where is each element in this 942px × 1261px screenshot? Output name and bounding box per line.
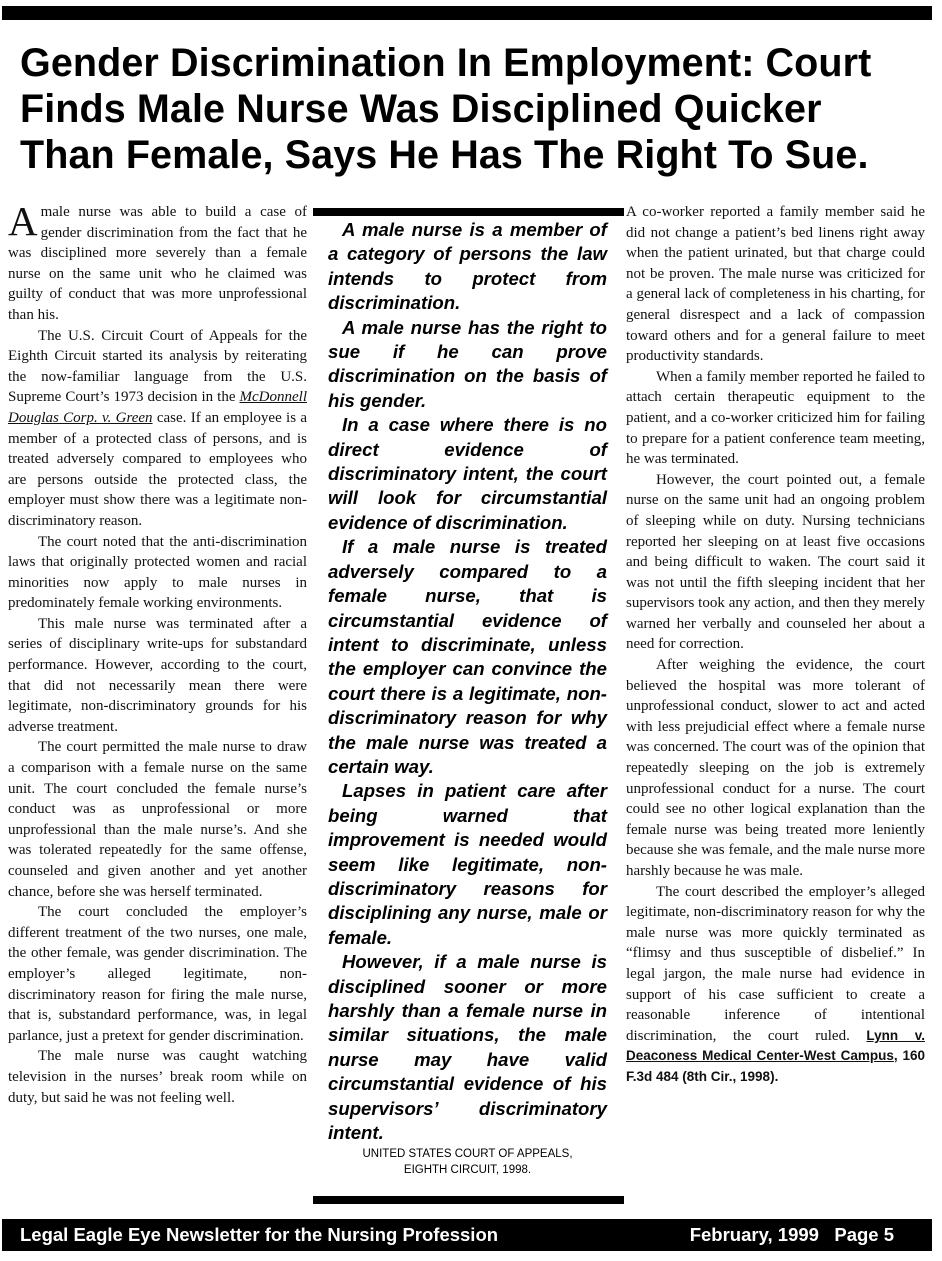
paragraph-text: The U.S. Circuit Court of Appeals for the Eighth Circuit started its analysis by reiterating the now-familiar language from the U.S. Supreme Court’s 1973 decision in the xyxy=(8,327,307,406)
paragraph: The court concluded the employer’s different treatment of the two nurses, one male, the other female, was gender discrimination. The employer’s alleged legitimate, non-discriminatory reason for firing the male nurse, that is, substandard performance, was, in legal parlance, just a pretext for gender discrimination. xyxy=(8,904,307,1044)
source-line: UNITED STATES COURT OF APPEALS, xyxy=(362,1148,573,1160)
paragraph: This male nurse was terminated after a series of disciplinary write-ups for substandard performance. However, according to the court, that did not necessarily mean there were legitimate, non-discriminatory grounds for his adverse treatment. xyxy=(8,615,307,735)
footer-bar xyxy=(2,1219,932,1251)
citation-reference: , 160 F.3d 484 (8th Cir., 1998). xyxy=(626,1048,925,1084)
paragraph: When a family member reported he failed to attach certain therapeutic equipment to the patient, and a co-worker criticized him for failing to prepare for a patient conference team meeting, he was terminated. xyxy=(626,368,925,468)
issue-date-page: February, 1999 Page 5 xyxy=(689,1224,894,1245)
case-name: McDonnell Douglas Corp. v. Green xyxy=(8,389,307,426)
pullquote xyxy=(328,218,607,1145)
paragraph: A co-worker reported a family member said he did not change a patient’s bed linens right away when the patient urinated, but that charge could not be proven. The male nurse was criticized for a general lack of completeness in his charting, for general disrespect and a lack of compassion toward others and for a general failure to meet productivity standards. xyxy=(626,204,925,365)
pullquote-source xyxy=(330,1146,605,1178)
pullquote-top-rule xyxy=(313,208,624,216)
pullquote-paragraph: However, if a male nurse is disciplined sooner or more harshly than a female nurse in similar situations, the male nurse may have valid circumstantial evidence of his supervisors’ discriminatory intent. xyxy=(328,951,607,1144)
paragraph xyxy=(8,326,307,532)
drop-cap: A xyxy=(8,198,38,244)
newsletter-name: Legal Eagle Eye Newsletter for the Nursing Profession xyxy=(20,1224,499,1245)
paragraph: However, the court pointed out, a female nurse on the same unit had an ongoing problem of sleeping while on duty. Nursing technicians reported her sleeping on at least five occasions and being difficult to waken. The court said it was not until the fifth sleeping incident that her supervisors took any action, and then they merely warned her verbally and counseled her about a need for correction. xyxy=(626,471,925,653)
citation-case-name: Lynn v. Deaconess Medical Center-West Campus xyxy=(626,1027,925,1064)
paragraph xyxy=(8,198,307,326)
paragraph-text: The court described the employer’s alleged legitimate, non-discriminatory reason for why the male nurse was more quickly terminated as “flimsy and thus susceptible of disbelief.” In legal jargon, the male nurse had evidence in support of his case sufficient to create a reasonable inference of intentional discrimination, the court ruled. xyxy=(626,883,925,1044)
headline: Gender Discrimination In Employment: Court Finds Male Nurse Was Disciplined Quicker Than Female, Says He Has The Right To Sue. xyxy=(20,41,872,177)
pullquote-paragraph: If a male nurse is treated adversely compared to a female nurse, that is circumstantial evidence of intent to discriminate, unless the employer can convince the court there is a legitimate, non-discriminatory reason for why the male nurse was treated a certain way. xyxy=(328,536,607,777)
top-rule xyxy=(2,6,932,20)
paragraph-text: male nurse was able to build a case of gender discrimination from the fact that he was disciplined more severely than a female nurse on the same unit who he claimed was guilty of conduct that was more unprofessional than his. xyxy=(8,204,307,323)
column-right xyxy=(626,202,925,1088)
paragraph: The court permitted the male nurse to draw a comparison with a female nurse on the same unit. The court concluded the female nurse’s conduct was as unprofessional or more unprofessional than the male nurse’s. And she was tolerated repeatedly for the same offense, counseled and given another and yet another chance, before she was herself terminated. xyxy=(8,739,307,900)
paragraph: The male nurse was caught watching television in the nurses’ break room while on duty, but said he was not feeling well. xyxy=(8,1048,307,1106)
pullquote-paragraph: A male nurse has the right to sue if he can prove discrimination on the basis of his gender. xyxy=(328,316,607,411)
column-left xyxy=(8,198,307,1108)
pullquote-paragraph: Lapses in patient care after being warned that improvement is needed would seem like legitimate, non-discriminatory reasons for disciplining any nurse, male or female. xyxy=(328,780,607,948)
paragraph: After weighing the evidence, the court believed the hospital was more tolerant of unprofessional conduct, slower to act and acted with less prejudicial effect where a female nurse was concerned. The court was of the opinion that repeatedly sleeping on the job is extremely unprofessional conduct for a nurse. The court could see no other logical explanation than the female nurse was being treated more leniently because she was female, and the male nurse more harshly because he was male. xyxy=(626,657,925,879)
pullquote-paragraph: A male nurse is a member of a category of persons the law intends to protect from discrimination. xyxy=(328,219,607,314)
paragraph: The court noted that the anti-discrimination laws that originally protected women and racial minorities now apply to male nurses in predominately female working environments. xyxy=(8,533,307,612)
source-line: EIGHTH CIRCUIT, 1998. xyxy=(403,1164,532,1176)
paragraph-text: case. If an employee is a member of a protected class of persons, and is treated adversely compared to employees who are persons outside the protected class, the employer must show there was a legitimate non-discriminatory reason. xyxy=(8,409,307,529)
pullquote-paragraph: In a case where there is no direct evidence of discriminatory intent, the court will look for circumstantial evidence of discrimination. xyxy=(328,414,607,533)
paragraph xyxy=(626,882,925,1088)
pullquote-bottom-rule xyxy=(313,1196,624,1204)
